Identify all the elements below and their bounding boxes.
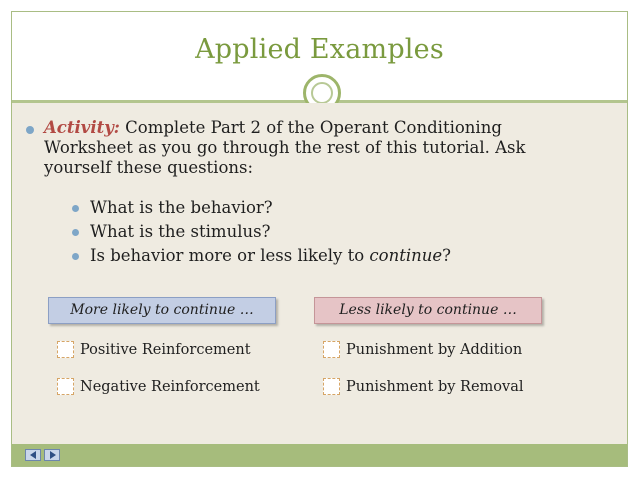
next-slide-icon [50,451,56,459]
next-slide-button[interactable] [44,449,60,461]
slide-title: Applied Examples [195,34,444,65]
activity-text-line1: Complete Part 2 of the Operant Conditioning [119,118,502,137]
bullet-dot [72,253,79,260]
answer-checkbox[interactable] [57,341,74,358]
choice-label: Positive Reinforcement [80,342,251,358]
question-text-suffix: ? [442,246,452,265]
question-text: What is the stimulus? [90,222,271,241]
choice-label: Punishment by Removal [346,379,524,395]
question-item [72,222,451,246]
activity-label: Activity: [44,118,120,137]
bullet-dot [26,126,34,134]
choice-label: Punishment by Addition [346,342,523,358]
less-likely-tag: Less likely to continue … [314,297,542,324]
bullet-dot [72,229,79,236]
previous-slide-button[interactable] [25,449,41,461]
question-emphasis: continue [369,246,443,265]
question-item [72,198,451,222]
answer-checkbox[interactable] [323,378,340,395]
more-likely-tag: More likely to continue … [48,297,276,324]
bottom-bar [12,444,627,466]
activity-text-line3: yourself these questions: [44,158,254,177]
activity-text-line2: Worksheet as you go through the rest of this tutorial. Ask [44,138,526,157]
answer-checkbox[interactable] [57,378,74,395]
question-list [72,198,451,270]
question-text: What is the behavior? [90,198,273,217]
choice-label: Negative Reinforcement [80,379,260,395]
answer-checkbox[interactable] [323,341,340,358]
question-item [72,246,451,270]
bullet-dot [72,205,79,212]
activity-bullet [44,118,544,178]
circle-ornament-inner [311,82,333,104]
question-text-prefix: Is behavior more or less likely to [90,246,370,265]
previous-slide-icon [30,451,36,459]
